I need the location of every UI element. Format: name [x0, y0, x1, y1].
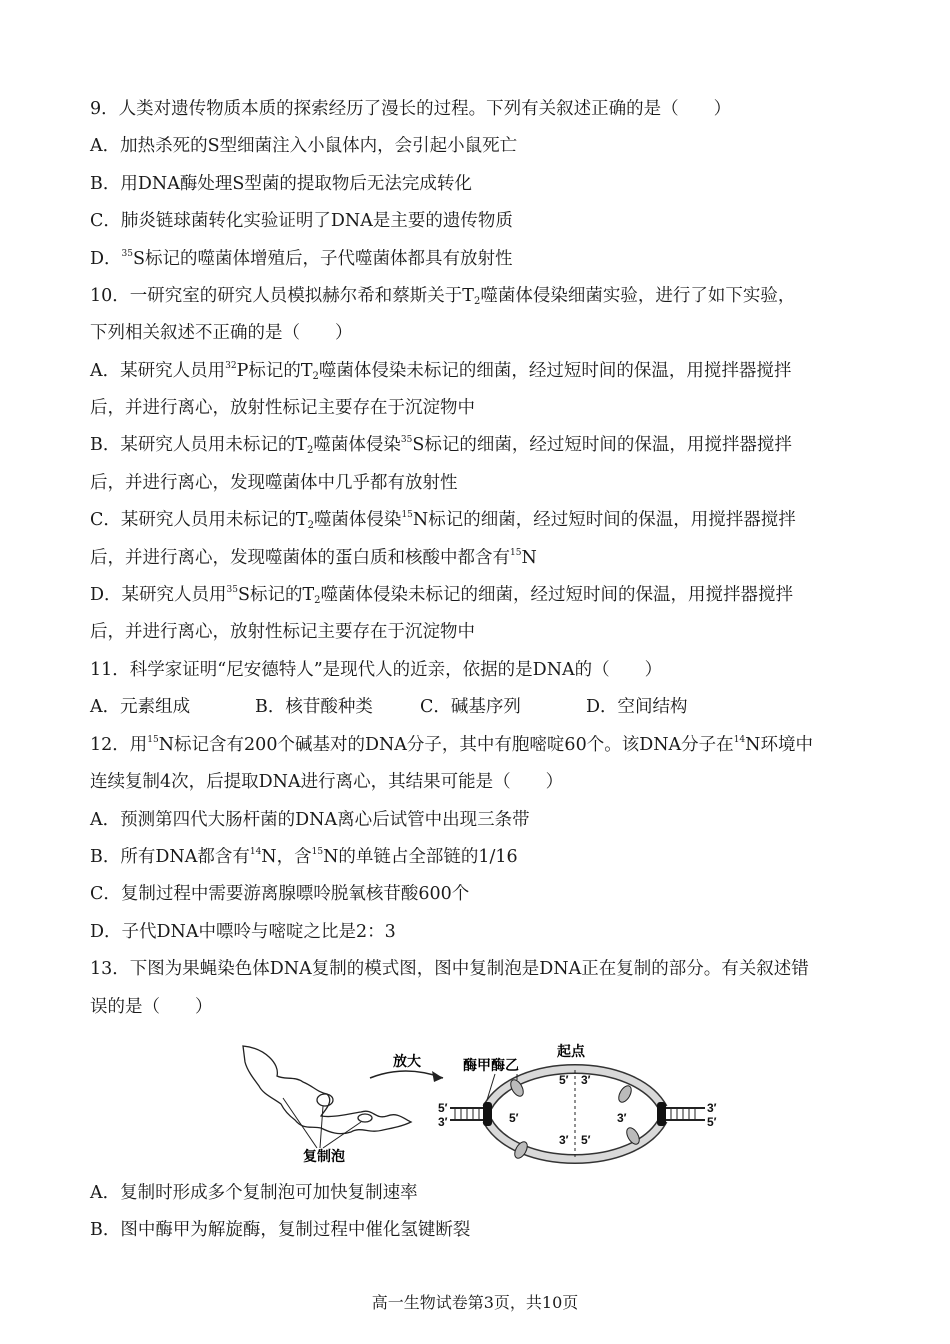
- q10-stem-cont: 下列相关叙述不正确的是（ ）: [90, 323, 353, 343]
- polarity-origin-upper-left: 5′: [559, 1073, 569, 1087]
- enlarge-arrow: [370, 1071, 443, 1078]
- left-dna-tail: [450, 1108, 487, 1120]
- polarity-origin-lower-right: 5′: [581, 1133, 591, 1147]
- enzyme-polymerase-3: [616, 1084, 634, 1105]
- bubble-label: 复制泡: [303, 1148, 345, 1164]
- q9-stem: 9．人类对遗传物质本质的探索经历了漫长的过程。下列有关叙述正确的是（ ）: [90, 99, 732, 119]
- polarity-left-bottom: 3′: [438, 1115, 448, 1129]
- q9-option-c: C．肺炎链球菌转化实验证明了DNA是主要的遗传物质: [90, 211, 513, 231]
- q11-option-b: B．核苷酸种类: [255, 697, 373, 717]
- polarity-left-top: 5′: [438, 1101, 448, 1115]
- q11-options: [90, 695, 688, 719]
- right-dna-tail: [663, 1108, 705, 1120]
- enzyme-right-helicase: [657, 1102, 666, 1126]
- q13-option-a: A．复制时形成多个复制泡可加快复制速率: [90, 1183, 418, 1203]
- q13-option-b: B．图中酶甲为解旋酶，复制过程中催化氢键断裂: [90, 1220, 471, 1240]
- q10-option-a: A．某研究人员用$^{32}$P标记的$T_2$噬菌体侵染未标记的细菌，经过短时间的保温，用搅拌器搅拌: [90, 361, 792, 382]
- origin-label: 起点: [557, 1043, 585, 1059]
- q12-option-d: D．子代DNA中嘌呤与嘧啶之比是2：3: [90, 922, 396, 942]
- q10-option-b-cont: 后，并进行离心，发现噬菌体中几乎都有放射性: [90, 473, 458, 493]
- q10-option-b: B．某研究人员用未标记的$T_2$噬菌体侵染$^{35}$S标记的细菌，经过短时间的保温，用搅拌器搅拌: [90, 435, 792, 456]
- enzyme-left-helicase: [483, 1102, 492, 1126]
- q13-stem-cont: 误的是（ ）: [90, 997, 213, 1017]
- q10-option-c: C．某研究人员用未标记的$T_2$噬菌体侵染$^{15}$N标记的细菌，经过短时间的保温，用搅拌器搅拌: [90, 510, 796, 531]
- q10-option-c-cont: 后，并进行离心，发现噬菌体的蛋白质和核酸中都含有$^{15}$N: [90, 548, 537, 568]
- polarity-right-top: 3′: [707, 1101, 717, 1115]
- polarity-inner-right: 3′: [617, 1111, 627, 1125]
- enzyme-label: 酶甲酶乙: [463, 1057, 519, 1073]
- q12-stem: 12．用$^{15}$N标记含有200个碱基对的DNA分子，其中有胞嘧啶60个。该DNA分子在$^{14}$N环境中: [90, 735, 813, 755]
- q9-option-d: D．$^{35}$S标记的噬菌体增殖后，子代噬菌体都具有放射性: [90, 249, 513, 269]
- q12-option-a: A．预测第四代大肠杆菌的DNA离心后试管中出现三条带: [90, 810, 530, 830]
- q11-option-d: D．空间结构: [586, 697, 688, 717]
- q10-option-d-cont: 后，并进行离心，放射性标记主要存在于沉淀物中: [90, 622, 475, 642]
- polarity-right-bottom: 5′: [707, 1115, 717, 1129]
- q9-option-a: A．加热杀死的S型细菌注入小鼠体内，会引起小鼠死亡: [90, 136, 518, 156]
- q12-stem-cont: 连续复制4次，后提取DNA进行离心，其结果可能是（ ）: [90, 772, 564, 792]
- q12-option-c: C．复制过程中需要游离腺嘌呤脱氧核苷酸600个: [90, 884, 470, 904]
- q10-option-d: D．某研究人员用$^{35}$S标记的$T_2$噬菌体侵染未标记的细菌，经过短时间的保温，用搅拌器搅拌: [90, 585, 794, 606]
- q11-stem: 11．科学家证明“尼安德特人”是现代人的近亲，依据的是DNA的（ ）: [90, 660, 663, 680]
- q10-stem: 10．一研究室的研究人员模拟赫尔希和蔡斯关于$T_2$噬菌体侵染细菌实验，进行了如下实验，: [90, 286, 796, 307]
- page-footer: 高一生物试卷第3页，共10页: [371, 1293, 579, 1312]
- polarity-origin-lower-left: 3′: [559, 1133, 569, 1147]
- enlarge-label: 放大: [393, 1053, 421, 1069]
- dna-replication-figure: [225, 1036, 725, 1166]
- dna-replication-diagram: [225, 1036, 725, 1166]
- q11-option-c: C．碱基序列: [420, 697, 521, 717]
- q10-option-a-cont: 后，并进行离心，放射性标记主要存在于沉淀物中: [90, 398, 475, 418]
- q12-option-b: B．所有DNA都含有$^{14}$N，含$^{15}$N的单链占全部链的1/16: [90, 847, 518, 867]
- q9-option-b: B．用DNA酶处理S型菌的提取物后无法完成转化: [90, 174, 472, 194]
- chromosome-sketch: [243, 1046, 411, 1134]
- polarity-inner-left: 5′: [509, 1111, 519, 1125]
- enlarge-arrowhead: [432, 1071, 443, 1082]
- q11-option-a: A．元素组成: [90, 697, 191, 717]
- polarity-origin-upper-right: 3′: [581, 1073, 591, 1087]
- q13-stem: 13．下图为果蝇染色体DNA复制的模式图，图中复制泡是DNA正在复制的部分。有关叙述错: [90, 959, 809, 979]
